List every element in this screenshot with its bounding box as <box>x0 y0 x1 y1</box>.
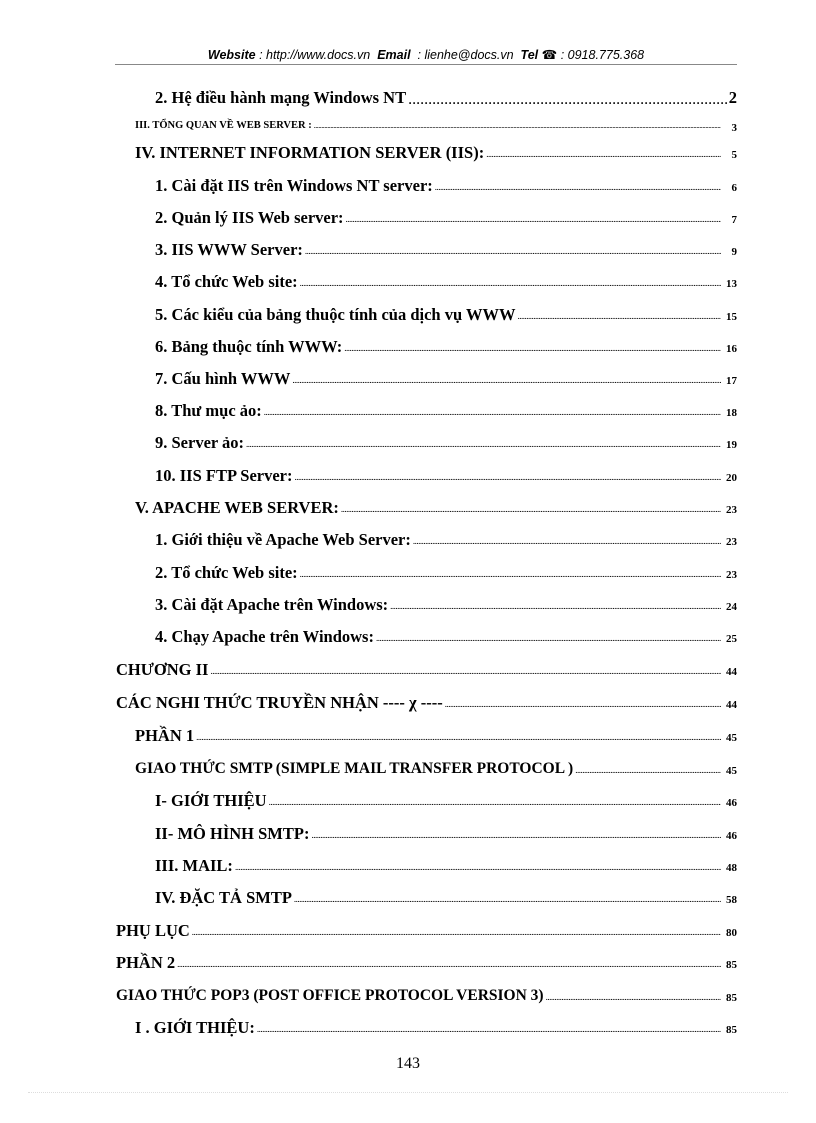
toc-entry[interactable] <box>155 856 737 876</box>
toc-entry-page: 18 <box>726 407 737 419</box>
toc-entry-page: 23 <box>726 504 737 516</box>
toc-entry-page: 46 <box>726 797 737 809</box>
page-number: 143 <box>396 1055 420 1072</box>
toc-entry[interactable] <box>155 563 737 583</box>
toc-entry-title: I . GIỚI THIỆU: <box>135 1018 255 1037</box>
toc-entry[interactable] <box>155 627 737 647</box>
toc-leader-dots <box>177 958 721 970</box>
toc-entry-title: 4. Tổ chức Web site: <box>155 272 298 291</box>
toc-leader-dots <box>517 310 721 322</box>
toc-entry-page: 85 <box>726 959 737 971</box>
toc-entry-title: 2. Tổ chức Web site: <box>155 563 298 582</box>
toc-entry[interactable] <box>155 595 737 615</box>
phone-icon: ☎ <box>541 48 558 62</box>
toc-entry-page: 23 <box>726 536 737 548</box>
toc-entry[interactable] <box>155 337 737 357</box>
toc-entry[interactable] <box>116 986 737 1006</box>
toc-leader-dots <box>300 277 721 289</box>
toc-entry-title: IV. ĐẶC TẢ SMTP <box>155 888 292 907</box>
toc-entry-title: GIAO THỨC POP3 (POST OFFICE PROTOCOL VERSION 3) <box>116 987 544 1004</box>
toc-entry-page: 19 <box>726 439 737 451</box>
toc-entry[interactable] <box>155 305 737 325</box>
toc-entry[interactable] <box>155 88 737 108</box>
toc-entry-page: 20 <box>726 472 737 484</box>
toc-leader-dots <box>305 245 721 257</box>
toc-entry-title: PHẦN 2 <box>116 953 176 972</box>
toc-entry-page: 17 <box>726 375 737 387</box>
toc-entry[interactable] <box>135 498 737 518</box>
toc-leader-dots <box>311 829 721 841</box>
toc-entry[interactable] <box>135 143 737 163</box>
toc-entry-page: 44 <box>726 699 737 711</box>
toc-leader-dots <box>235 861 721 873</box>
toc-entry-page: 46 <box>726 830 737 842</box>
toc-leader-dots <box>435 181 721 193</box>
toc-entry[interactable] <box>155 824 737 844</box>
toc-entry-page: 3 <box>731 122 737 134</box>
toc-entry-page: 44 <box>726 666 737 678</box>
toc-leader-dots <box>269 796 721 808</box>
toc-entry-title: 2. Hệ điều hành mạng Windows NT <box>155 88 407 107</box>
tel-label: Tel <box>520 48 539 62</box>
toc-leader-dots <box>192 926 721 938</box>
toc-entry[interactable] <box>155 272 737 292</box>
toc-leader-dots <box>575 764 721 776</box>
toc-entry[interactable] <box>155 401 737 421</box>
toc-entry-title: 10. IIS FTP Server: <box>155 466 293 485</box>
toc-entry-page: 80 <box>726 927 737 939</box>
toc-leader-dots <box>314 120 721 132</box>
toc-entry-title: 1. Giới thiệu về Apache Web Server: <box>155 530 411 549</box>
toc-entry-title: GIAO THỨC SMTP (SIMPLE MAIL TRANSFER PROTOCOL ) <box>135 760 574 777</box>
footer-divider <box>28 1092 788 1093</box>
toc-leader-dots <box>445 698 721 710</box>
toc-leader-dots <box>486 148 721 160</box>
toc-leader-dots <box>376 632 721 644</box>
toc-entry[interactable] <box>155 208 737 228</box>
toc-leader-dots <box>196 731 721 743</box>
toc-entry-title: IV. INTERNET INFORMATION SERVER (IIS): <box>135 143 485 162</box>
email-value: : lienhe@docs.vn <box>417 48 514 62</box>
toc-leader-dots <box>210 665 721 677</box>
toc-entry-page: 15 <box>726 311 737 323</box>
toc-entry-title: II- MÔ HÌNH SMTP: <box>155 824 310 843</box>
toc-entry-title: 3. IIS WWW Server: <box>155 240 303 259</box>
website-label: Website <box>207 48 256 62</box>
toc-leader-dots <box>292 374 721 386</box>
toc-entry-page: 16 <box>726 343 737 355</box>
toc-entry-title: PHỤ LỤC <box>116 921 190 940</box>
website-value: : http://www.docs.vn <box>259 48 371 62</box>
toc-leader-dots <box>546 991 721 1003</box>
toc-entry[interactable] <box>155 888 737 908</box>
toc-entry-title: CÁC NGHI THỨC TRUYỀN NHẬN ---- χ ---- <box>116 693 443 712</box>
email-label: Email <box>377 48 411 62</box>
toc-entry[interactable] <box>155 530 737 550</box>
toc-entry-page: 25 <box>726 633 737 645</box>
toc-entry-page: 5 <box>731 149 737 161</box>
toc-leader-dots <box>390 600 721 612</box>
toc-leader-dots <box>344 342 721 354</box>
toc-entry[interactable] <box>155 466 737 486</box>
toc-entry-title: 4. Chạy Apache trên Windows: <box>155 627 374 646</box>
toc-entry[interactable] <box>116 921 737 941</box>
toc-entry[interactable] <box>155 240 737 260</box>
toc-leader-dots <box>295 471 722 483</box>
toc-entry[interactable] <box>155 433 737 453</box>
toc-entry-page: 9 <box>731 246 737 258</box>
toc-entry-page: 48 <box>726 862 737 874</box>
toc-entry-title: 5. Các kiểu của bảng thuộc tính của dịch vụ WWW <box>155 305 516 324</box>
toc-entry-page: 45 <box>726 732 737 744</box>
toc-entry[interactable] <box>135 759 737 779</box>
toc-entry-title: 2. Quản lý IIS Web server: <box>155 208 344 227</box>
toc-leader-dots <box>300 568 721 580</box>
toc-entry-page: 13 <box>726 278 737 290</box>
toc-entry-title: PHẦN 1 <box>135 726 195 745</box>
toc-entry-page: 2 <box>728 88 737 107</box>
toc-entry-title: 9. Server ảo: <box>155 433 245 452</box>
toc-leader-dots <box>346 213 721 225</box>
toc-entry-title: CHƯƠNG II <box>116 660 209 679</box>
toc-entry-title: V. APACHE WEB SERVER: <box>135 498 339 517</box>
toc-entry-title: 7. Cấu hình WWW <box>155 369 291 388</box>
toc-leader-dots <box>246 438 721 450</box>
toc-entry[interactable] <box>116 953 737 973</box>
toc-entry[interactable] <box>155 791 737 811</box>
toc-entry-title: I- GIỚI THIỆU <box>155 791 267 810</box>
toc-entry-page: 85 <box>726 992 737 1004</box>
tel-value: : 0918.775.368 <box>560 48 645 62</box>
toc-entry-title: III. MAIL: <box>155 856 233 875</box>
toc-leader-dots <box>341 503 721 515</box>
toc-leader-dots <box>413 535 721 547</box>
toc-leader-dots <box>264 406 721 418</box>
toc-entry-title: III. TỔNG QUAN VỀ WEB SERVER : <box>135 120 312 131</box>
toc-entry-title: 6. Bảng thuộc tính WWW: <box>155 337 343 356</box>
toc-entry[interactable] <box>116 693 737 713</box>
toc-entry-page: 58 <box>726 894 737 906</box>
toc-entry-page: 45 <box>726 765 737 777</box>
toc-entry-page: 24 <box>726 601 737 613</box>
toc-entry[interactable] <box>135 726 737 746</box>
toc-entry[interactable] <box>116 660 737 680</box>
toc-entry[interactable] <box>155 176 737 196</box>
toc-entry-title: 3. Cài đặt Apache trên Windows: <box>155 595 389 614</box>
toc-leader-dots <box>408 94 727 106</box>
toc-leader-dots <box>294 893 721 905</box>
toc-entry-title: 8. Thư mục ảo: <box>155 401 262 420</box>
toc-entry-page: 85 <box>726 1024 737 1036</box>
toc-leader-dots <box>257 1023 721 1035</box>
toc-entry[interactable] <box>155 369 737 389</box>
toc-entry-page: 7 <box>731 214 737 226</box>
toc-entry-title: 1. Cài đặt IIS trên Windows NT server: <box>155 176 433 195</box>
toc-entry-page: 6 <box>731 182 737 194</box>
toc-entry[interactable] <box>135 1018 737 1038</box>
toc-entry[interactable] <box>135 116 737 136</box>
toc-entry-page: 23 <box>726 569 737 581</box>
